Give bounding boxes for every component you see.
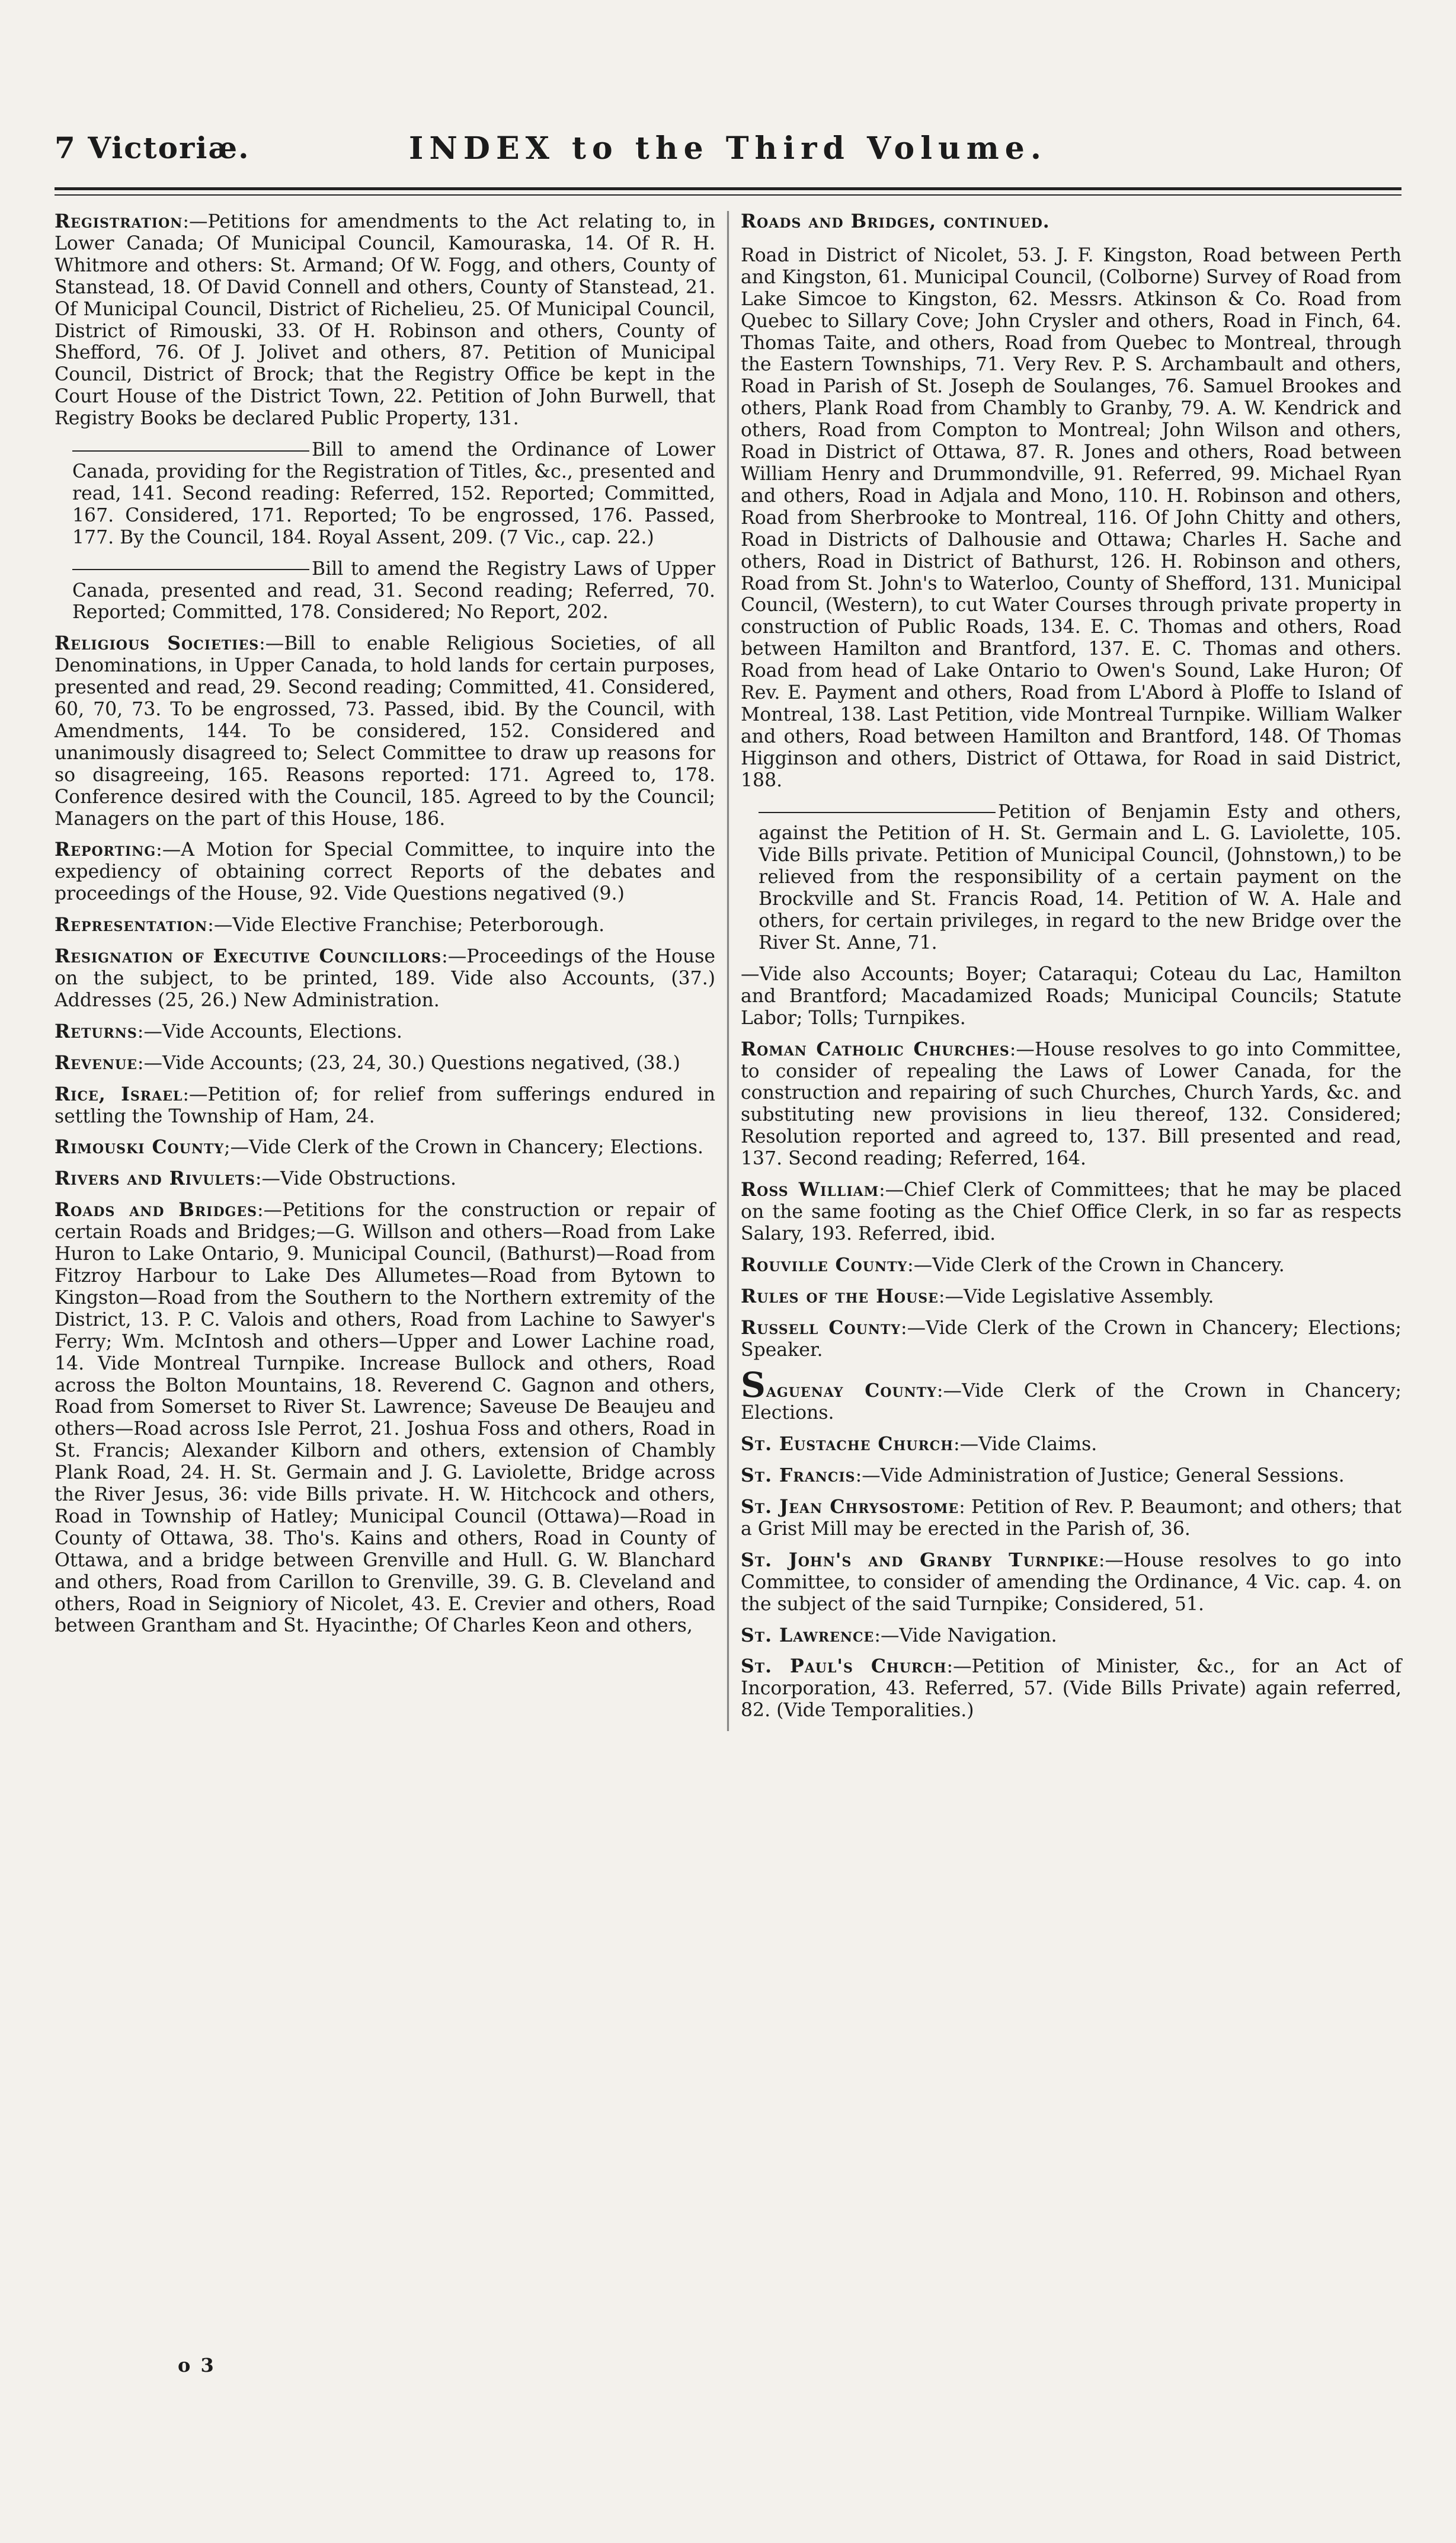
index-page: [0, 130, 1456, 2543]
page-header: [55, 130, 1401, 184]
index-entry: [55, 1084, 715, 1128]
entry-heading: Roads and Bridges: [55, 1199, 257, 1221]
continued-heading: Roads and Bridges, continued.: [741, 210, 1050, 232]
entry-text: :—Vide Clerk of the Crown in Chancery.: [907, 1254, 1285, 1276]
index-entry: [741, 1465, 1401, 1487]
index-entry: [55, 633, 715, 830]
entry-heading: St. Jean Chrysostome: [741, 1496, 959, 1518]
entry-text: :—Vide Navigation.: [874, 1624, 1057, 1646]
index-entry: [741, 1625, 1401, 1647]
right-column: [729, 211, 1401, 1731]
entry-text: :—Vide Clerk of the Crown in Chancery; Elections; Speaker.: [741, 1317, 1402, 1361]
entry-text: :—A Motion for Special Committee, to inquire into the expediency of obtaining correct Reports of the debates and proceedings of the House, 92. Vide Questions negatived (9.): [55, 839, 715, 905]
ditto-dash: [72, 450, 309, 452]
left-column: [55, 211, 729, 1731]
ditto-dash: [72, 569, 309, 570]
index-entry: [741, 1317, 1401, 1361]
index-entry: [741, 1550, 1401, 1616]
entry-heading: Resignation of Executive Councillors: [55, 945, 442, 968]
index-entry: [741, 801, 1401, 954]
entry-text: :—Vide Accounts; (23, 24, 30.) Questions negatived, (38.): [137, 1052, 680, 1074]
entry-heading: St. Lawrence: [741, 1624, 875, 1646]
entry-heading: St. Eustache Church: [741, 1433, 954, 1456]
page-title: INDEX to the Third Volume.: [409, 130, 1047, 167]
index-entry: [741, 245, 1401, 792]
entry-heading: Representation: [55, 914, 208, 936]
session-label: 7 Victoriæ.: [55, 130, 250, 165]
entry-text: :—Petition of Minister, &c., for an Act of Incorporation, 43. Referred, 57. (Vide Bills Private) again referred, 82. (Vide Temporalities.): [741, 1656, 1401, 1722]
index-entry: [741, 1039, 1401, 1170]
index-entry: [741, 1434, 1401, 1456]
entry-heading: St. Paul's Church: [741, 1655, 947, 1678]
index-entry: [55, 211, 715, 430]
index-entry: [55, 1168, 715, 1190]
entry-heading: St. Francis: [741, 1464, 856, 1487]
index-entry: [55, 839, 715, 905]
entry-text: :—Vide Accounts, Elections.: [137, 1021, 402, 1042]
index-entry: [741, 1365, 1401, 1424]
entry-heading: Russell County: [741, 1316, 901, 1339]
entry-text: —Vide also Accounts; Boyer; Cataraqui; Coteau du Lac, Hamilton and Brantford; Macadamized Roads; Municipal Councils; Statute Labor; Tolls; Turnpikes.: [741, 963, 1401, 1029]
entry-text: :—Petitions for the construction or repair of certain Roads and Bridges;—G. Willson and others—Road from Lake Huron to Lake Ontario, 9. Municipal Council, (Bathurst)—Road from Fitzroy Harbour to Lake Des Allumetes—Road from Bytown to Kingston—Road from the Southern to the Northern extremity of the District, 13. P. C. Valois and others, Road from Lachine to Sawyer's Ferry; Wm. McIntosh and others—Upper and Lower Lachine road, 14. Vide Montreal Turnpike. Increase Bullock and others, Road across the Bolton Mountains, 18. Reverend C. Gagnon and others, Road from Somerset to River St. Lawrence; Saveuse De Beaujeu and others—Road across Isle Perrot, 21. Joshua Foss and others, Road in St. Francis; Alexander Kilborn and others, extension of Chambly Plank Road, 24. H. St. Germain and J. G. Laviolette, Bridge across the River Jesus, 36: vide Bills private. H. W. Hitchcock and others, Road in Township of Hatley; Municipal Council (Ottawa)—Road in County of Ottawa, 38. Tho's. Kains and others, Road in County of Ottawa, and a bridge between Grenville and Hull. G. W. Blanchard and others, Road from Carillon to Grenville, 39. G. B. Cleveland and others, Road in Seigniory of Nicolet, 43. E. Crevier and others, Road between Grantham and St. Hyacinthe; Of Charles Keon and others,: [55, 1199, 715, 1637]
entry-text: :—Vide Claims.: [953, 1434, 1097, 1456]
index-entry: [55, 439, 715, 549]
index-columns: [55, 211, 1401, 1731]
entry-heading: Rules of the House: [741, 1285, 939, 1307]
index-entry: [741, 1496, 1401, 1540]
entry-heading: Rimouski County: [55, 1136, 225, 1159]
entry-text: Bill to amend the Registry Laws of Upper Canada, presented and read, 31. Second reading; Referred, 70. Reported; Committed, 178. Considered; No Report, 202.: [72, 558, 715, 623]
entry-text: :—Chief Clerk of Committees; that he may be placed on the same footing as the Chief Office Clerk, in so far as respects Salary, 193. Referred, ibid.: [741, 1179, 1402, 1245]
index-entry: [741, 964, 1401, 1029]
entry-text: :—Proceedings of the House on the subject, to be printed, 189. Vide also Accounts, (37.) Addresses (25, 26.) New Administration.: [55, 946, 716, 1011]
entry-text: :—Petition of; for relief from sufferings endured in settling the Township of Ham, 24.: [55, 1083, 715, 1127]
drop-capital: S: [741, 1365, 766, 1406]
index-entry: [741, 1179, 1401, 1245]
entry-heading: Religious Societies: [55, 632, 260, 655]
entry-heading: Rouville County: [741, 1253, 908, 1276]
entry-text: :—House resolves to go into Committee, to consider of repealing the Laws of Lower Canada, for the construction and repairing of such Churches, Church Yards, &c. and substituting new provisions in lieu thereof, 132. Considered; Resolution reported and agreed to, 137. Bill presented and read, 137. Second reading; Referred, 164.: [741, 1038, 1401, 1170]
entry-heading: Rice, Israel: [55, 1083, 183, 1105]
index-entry: [741, 1656, 1401, 1722]
entry-heading: Revenue: [55, 1051, 137, 1074]
header-rule: [55, 187, 1401, 196]
entry-heading: Rivers and Rivulets: [55, 1167, 255, 1190]
entry-heading: Reporting: [55, 839, 156, 861]
entry-text: Bill to amend the Ordinance of Lower Canada, providing for the Registration of Titles, &c., presented and read, 141. Second reading: Referred, 152. Reported; Committed, 167. Considered, 171. Reported; To be engrossed, 176. Passed, 177. By the Council, 184. Royal Assent, 209. (7 Vic., cap. 22.): [72, 439, 715, 548]
signature-mark: o 3: [178, 2354, 216, 2376]
index-entry: [55, 946, 715, 1012]
index-entry: [55, 558, 715, 624]
entry-text: Petition of Benjamin Esty and others, against the Petition of H. St. Germain and L. G. Laviolette, 105. Vide Bills private. Petition of Municipal Council, (Johnstown,) to be relieved from the responsibility of a certain payment on the Brockville and St. Francis Road, 14. Petition of W. A. Hale and others, for certain privileges, in regard to the new Bridge over the River St. Anne, 71.: [759, 801, 1401, 954]
index-entry: [741, 1286, 1401, 1308]
entry-heading: Ross William: [741, 1179, 879, 1201]
entry-heading: Roman Catholic Churches: [741, 1038, 1010, 1060]
index-entry: [55, 1199, 715, 1637]
entry-text: :—Bill to enable Religious Societies, of all Denominations, in Upper Canada, to hold lands for certain purposes, presented and read, 29. Second reading; Committed, 41. Considered, 60, 70, 73. To be engrossed, 73. Passed, ibid. By the Council, with Amendments, 144. To be considered, 152. Considered and unanimously disagreed to; Select Committee to draw up reasons for so disagreeing, 165. Reasons reported: 171. Agreed to, 178. Conference desired with the Council, 185. Agreed to by the Council; Managers on the part of this House, 186.: [55, 633, 715, 830]
entry-text: :—Vide Clerk of the Crown in Chancery; Elections.: [741, 1380, 1401, 1424]
index-entry: [55, 1053, 715, 1074]
ditto-dash: [759, 812, 996, 813]
entry-text: :—House resolves to go into Committee, to consider of amending the Ordinance, 4 Vic. cap. 4. on the subject of the said Turnpike; Considered, 51.: [741, 1549, 1401, 1615]
entry-heading: Returns: [55, 1020, 137, 1042]
entry-text: : Petition of Rev. P. Beaumont; and others; that a Grist Mill may be erected in the Parish of, 36.: [741, 1496, 1401, 1540]
entry-text: ;—Vide Clerk of the Crown in Chancery; Elections.: [224, 1137, 703, 1159]
index-entry: [741, 1255, 1401, 1277]
entry-heading: aguenay County: [766, 1380, 937, 1402]
entry-text: :—Petitions for amendments to the Act relating to, in Lower Canada; Of Municipal Council, Kamouraska, 14. Of R. H. Whitmore and others: St. Armand; Of W. Fogg, and others, County of Stanstead, 18. Of David Connell and others, County of Stanstead, 21. Of Municipal Council, District of Richelieu, 25. Of Municipal Council, District of Rimouski, 33. Of H. Robinson and others, County of Shefford, 76. Of J. Jolivet and others, 87. Petition of Municipal Council, District of Brock; that the Registry Office be kept in the Court House of the District Town, 22. Petition of John Burwell, that Registry Books be declared Public Property, 131.: [55, 211, 715, 430]
entry-text: :—Vide Elective Franchise; Peterborough.: [207, 914, 605, 936]
entry-text: :—Vide Legislative Assembly.: [938, 1285, 1214, 1307]
entry-text: :—Vide Administration of Justice; General Sessions.: [855, 1465, 1345, 1487]
entry-heading: St. John's and Granby Turnpike: [741, 1549, 1099, 1571]
entry-text: Road in District of Nicolet, 53. J. F. Kingston, Road between Perth and Kingston, 61. Municipal Council, (Colborne) Survey of Road from Lake Simcoe to Kingston, 62. Messrs. Atkinson & Co. Road from Quebec to Sillary Cove; John Crysler and others, Road in Finch, 64. Thomas Taite, and others, Road from Quebec to Montreal, through the Eastern Townships, 71. Very Rev. P. S. Archambault and others, Road in Parish of St. Joseph de Soulanges, 76. Samuel Brookes and others, Plank Road from Chambly to Granby, 79. A. W. Kendrick and others, Road from Compton to Montreal; John Wilson and others, Road in District of Ottawa, 87. R. Jones and others, Road between William Henry and Drummondville, 91. Referred, 99. Michael Ryan and others, Road in Adjala and Mono, 110. H. Robinson and others, Road from Sherbrooke to Montreal, 116. Of John Chitty and others, Road in Districts of Dalhousie and Ottawa; Charles H. Sache and others, Road in District of Bathurst, 126. H. Robinson and others, Road from St. John's to Waterloo, County of Shefford, 131. Municipal Council, (Western), to cut Water Courses through private property in construction of Public Roads, 134. E. C. Thomas and others, Road between Hamilton and Brantford, 137. E. C. Thomas and others. Road from head of Lake Ontario to Owen's Sound, Lake Huron; Of Rev. E. Payment and others, Road from L'Abord à Ploffe to Island of Montreal, 138. Last Petition, vide Montreal Turnpike. William Walker and others, Road between Hamilton and Brantford, 148. Of Thomas Higginson and others, District of Ottawa, for Road in said District, 188.: [741, 244, 1401, 791]
index-entry: [55, 1021, 715, 1043]
entry-text: :—Vide Obstructions.: [255, 1168, 457, 1190]
entry-heading: Registration: [55, 210, 183, 232]
index-entry: [55, 914, 715, 936]
index-entry: [55, 1137, 715, 1159]
